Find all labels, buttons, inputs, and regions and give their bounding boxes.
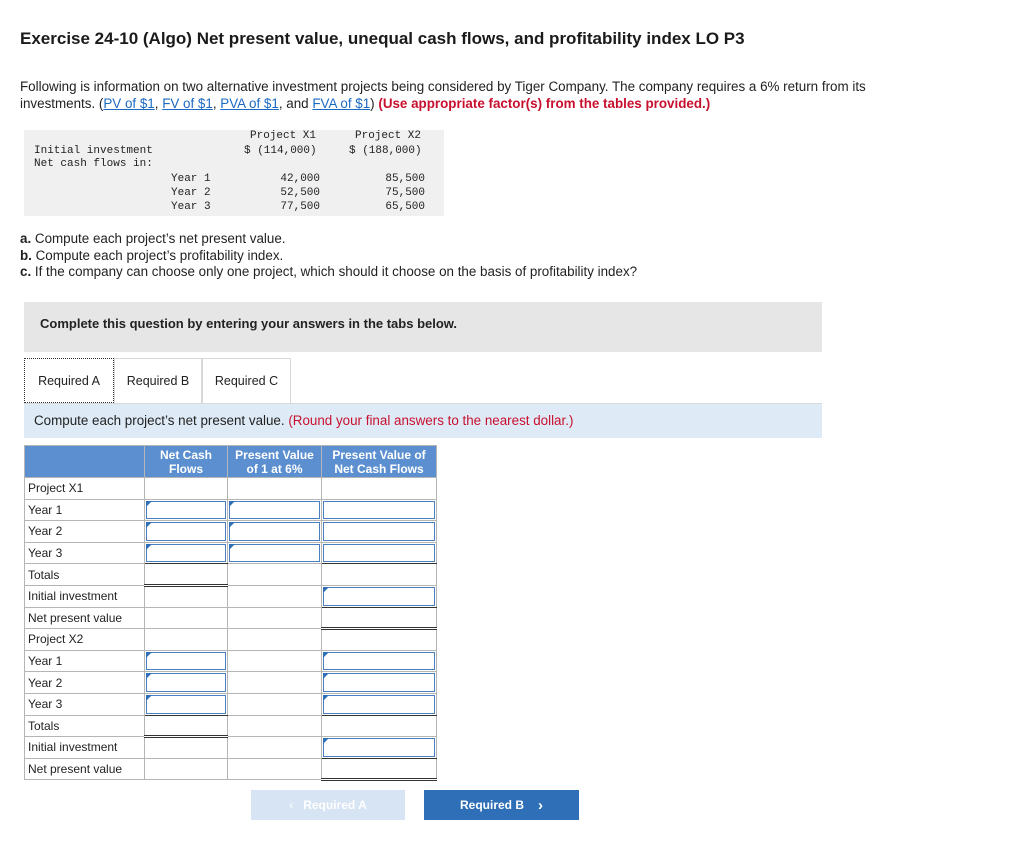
table-row	[25, 499, 437, 521]
x1-year1-pv-input[interactable]	[323, 501, 435, 520]
table-row	[25, 564, 437, 586]
question-text: Compute each project’s net present value.	[31, 231, 286, 246]
instructions-banner	[24, 302, 822, 352]
pv-table-link[interactable]: PV of $1	[103, 96, 155, 111]
blank-cell	[228, 650, 322, 672]
blank-cell	[145, 737, 228, 759]
exercise-title: Exercise 24-10 (Algo) Net present value, unequal cash flows, and profitability index LO P3	[20, 29, 745, 48]
header-line: Net Cash Flows	[334, 461, 424, 476]
question-list	[20, 231, 637, 281]
factor-note: (Use appropriate factor(s) from the tables provided.)	[378, 96, 711, 111]
chevron-left-icon: ‹	[289, 798, 294, 812]
x2-net-present-value	[322, 758, 437, 780]
cell	[228, 521, 322, 543]
header-pv-factor	[228, 446, 322, 478]
previous-tab-label: Required A	[303, 798, 367, 812]
x1-total-cash-flows	[145, 564, 228, 586]
x1-year2-cash-flow-input[interactable]	[146, 522, 226, 541]
intro-text: Following is information on two alternative investment projects being considered by Tiger Company. The company requires a 6% return from its investments. (	[20, 79, 866, 111]
header-pv-cash-flows	[322, 446, 437, 478]
x1-year1-cash-flow-input[interactable]	[146, 501, 226, 520]
x2-year1-pv-input[interactable]	[323, 652, 435, 671]
blank-cell	[228, 478, 322, 500]
question-text: If the company can choose only one project, which should it choose on the basis of profitability index?	[31, 264, 638, 279]
row-label: Net present value	[25, 607, 145, 629]
cell	[322, 672, 437, 694]
header-line: Present Value of	[332, 447, 426, 462]
cell	[228, 499, 322, 521]
header-blank	[25, 446, 145, 478]
table-row	[25, 585, 437, 607]
tab-required-a[interactable]: Required A	[24, 358, 114, 403]
year-label: Year 1	[171, 173, 211, 185]
x2-initial-investment-input[interactable]	[323, 738, 435, 757]
blank-cell	[228, 715, 322, 737]
intro-paragraph	[20, 78, 910, 112]
table-row	[25, 715, 437, 737]
cell	[145, 650, 228, 672]
banner-text: Complete this question by entering your answers in the tabs below.	[40, 316, 458, 331]
cell	[322, 585, 437, 607]
instruction-bar	[24, 404, 822, 438]
year-label: Year 2	[171, 187, 211, 199]
rounding-note: (Round your final answers to the nearest dollar.)	[288, 413, 574, 428]
blank-cell	[322, 478, 437, 500]
x2-year3-cash-flow-input[interactable]	[146, 695, 226, 714]
separator: )	[370, 96, 379, 111]
cell	[228, 542, 322, 564]
blank-cell	[228, 607, 322, 629]
initial-x1: $ (114,000)	[244, 145, 317, 157]
header-project-x2: Project X2	[355, 130, 422, 142]
table-row	[25, 672, 437, 694]
header-line: of 1 at 6%	[246, 461, 303, 476]
cell	[322, 650, 437, 672]
year-value-x2: 85,500	[385, 173, 425, 185]
x1-year3-cash-flow-input[interactable]	[146, 544, 226, 563]
cell	[145, 542, 228, 564]
table-row	[25, 478, 437, 500]
next-tab-button[interactable]	[424, 790, 579, 820]
cell	[322, 521, 437, 543]
year-value-x2: 65,500	[385, 201, 425, 213]
blank-cell	[145, 478, 228, 500]
x1-year3-pv-factor-input[interactable]	[229, 544, 320, 563]
blank-cell	[228, 672, 322, 694]
cell	[145, 693, 228, 715]
project-data-table	[24, 130, 444, 218]
blank-cell	[228, 564, 322, 586]
x1-total-pv	[322, 564, 437, 586]
x2-year3-pv-input[interactable]	[323, 695, 435, 714]
header-line: Net Cash	[159, 447, 212, 462]
cell	[145, 499, 228, 521]
table-row	[25, 758, 437, 780]
x1-year3-pv-input[interactable]	[323, 544, 435, 563]
blank-cell	[228, 585, 322, 607]
blank-cell	[228, 629, 322, 651]
blank-cell	[145, 758, 228, 780]
question-letter: a.	[20, 231, 32, 246]
row-label: Year 2	[25, 521, 145, 543]
header-line: Present Value	[235, 447, 314, 462]
cell	[145, 672, 228, 694]
row-label: Project X2	[25, 629, 145, 651]
table-row	[25, 650, 437, 672]
row-flows-label: Net cash flows in:	[34, 158, 153, 170]
table-row	[25, 737, 437, 759]
blank-cell	[145, 585, 228, 607]
row-label: Year 2	[25, 672, 145, 694]
blank-cell	[145, 629, 228, 651]
year-value-x2: 75,500	[385, 187, 425, 199]
blank-cell	[228, 758, 322, 780]
blank-cell	[228, 737, 322, 759]
instruction-text	[34, 413, 573, 428]
table-row	[25, 629, 437, 651]
next-tab-label: Required B	[459, 798, 524, 812]
row-label: Initial investment	[25, 585, 145, 607]
row-label: Project X1	[25, 478, 145, 500]
header-project-x1: Project X1	[250, 130, 317, 142]
row-label: Year 3	[25, 693, 145, 715]
year-value-x1: 42,000	[280, 173, 320, 185]
x2-total-pv	[322, 715, 437, 737]
tab-required-b[interactable]: Required B	[114, 358, 202, 403]
chevron-right-icon: ›	[538, 796, 543, 814]
x1-year2-pv-factor-input[interactable]	[229, 522, 320, 541]
question-letter: c.	[20, 264, 32, 279]
initial-x2: $ (188,000)	[349, 145, 422, 157]
x2-total-cash-flows	[145, 715, 228, 737]
table-row	[25, 693, 437, 715]
separator: ,	[212, 96, 221, 111]
row-label: Totals	[25, 715, 145, 737]
cell	[322, 499, 437, 521]
x2-year1-cash-flow-input[interactable]	[146, 652, 226, 671]
row-label: Year 3	[25, 542, 145, 564]
header-row	[25, 446, 437, 478]
x1-year1-pv-factor-input[interactable]	[229, 501, 320, 520]
x2-year2-pv-input[interactable]	[323, 673, 435, 692]
question-a	[20, 231, 637, 248]
question-b	[20, 248, 637, 265]
question-letter: b.	[20, 247, 32, 263]
row-label: Year 1	[25, 499, 145, 521]
x1-initial-investment-input[interactable]	[323, 587, 435, 606]
cell	[145, 521, 228, 543]
cell	[322, 693, 437, 715]
table-row	[25, 521, 437, 543]
tab-required-c[interactable]: Required C	[202, 358, 291, 403]
header-line: Flows	[168, 461, 203, 476]
x1-net-present-value	[322, 607, 437, 629]
x2-year2-cash-flow-input[interactable]	[146, 673, 226, 692]
fva-table-link[interactable]: FVA of $1	[312, 96, 371, 111]
blank-cell	[145, 607, 228, 629]
row-initial-label: Initial investment	[34, 145, 153, 157]
year-value-x1: 77,500	[280, 201, 320, 213]
cell	[322, 737, 437, 759]
separator: ,	[154, 96, 163, 111]
question-c	[20, 264, 637, 281]
pva-table-link[interactable]: PVA of $1	[220, 96, 279, 111]
previous-tab-button[interactable]	[251, 790, 405, 820]
npv-worksheet	[24, 445, 437, 781]
header-net-cash-flows	[145, 446, 228, 478]
row-label: Year 1	[25, 650, 145, 672]
x1-year2-pv-input[interactable]	[323, 522, 435, 541]
blank-cell	[322, 629, 437, 651]
row-label: Initial investment	[25, 737, 145, 759]
row-label: Totals	[25, 564, 145, 586]
question-text: Compute each project’s profitability index.	[31, 247, 284, 263]
row-label: Net present value	[25, 758, 145, 780]
table-row	[25, 542, 437, 564]
fv-table-link[interactable]: FV of $1	[162, 96, 213, 111]
cell	[322, 542, 437, 564]
table-row	[25, 607, 437, 629]
instruction-main: Compute each project’s net present value.	[34, 413, 289, 428]
blank-cell	[228, 693, 322, 715]
year-label: Year 3	[171, 201, 211, 213]
year-value-x1: 52,500	[280, 187, 320, 199]
separator: , and	[278, 96, 313, 111]
